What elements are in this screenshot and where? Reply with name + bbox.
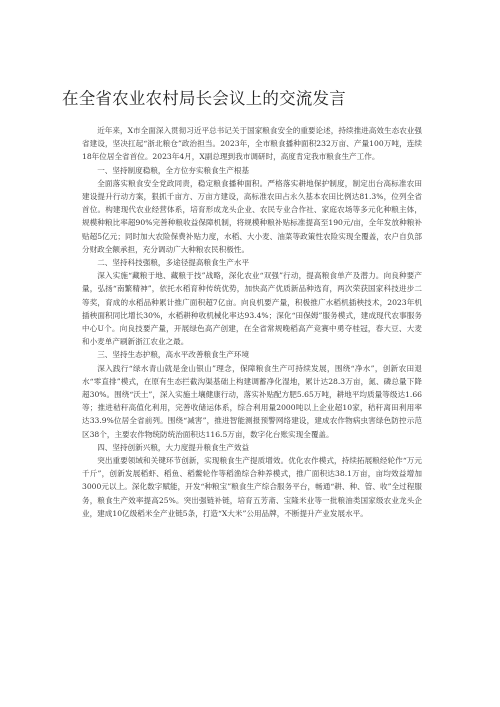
section-heading-3: 三、坚持生态护粮，高水平改善粮食生产环境 — [97, 350, 250, 360]
section-4-paragraph: 突出重要领域和关键环节创新，实现粮食生产提质增效。优化农作模式，持续拓展粮经轮作“万元千斤”，创新发展稻虾、稻鱼、稻鳖轮作等稻渔综合种养模式，推广面积达38.1万亩，亩均效益增加3000元以上。深化数字赋能，开发“种粮宝”粮食生产综合服务平台，畅通“耕、种、管、收”全过程服务，粮食生产效率提高25%。突出强链补链，培育五芳斋、宝隆米业等一批粮油类国家级农业龙头企业，建成10亿级稻米全产业链5条，打造“X大米”公用品牌，不断提升产业发展水平。 — [82, 456, 422, 518]
document-title: 在全省农业农村局长会议上的交流发言 — [62, 89, 346, 109]
section-heading-4: 四、坚持创新兴粮，大力度提升粮食生产效益 — [97, 442, 250, 452]
section-2-paragraph: 深入实施“藏粮于地、藏粮于技”战略，深化农业“双强”行动，提高粮食单产及潜力。向良种要产量，弘扬“南繁精神”，依托水稻育种传统优势，加快高产优质新品种选育，两次荣获国家科技进步二等奖，育成的水稻品种累计推广面积超7亿亩。向良机要产量，积极推广水稻机插秧技术，2023年机插秧面积同比增长30%，水稻耕种收机械化率达93.4%；深化“田保姆”服务模式，建成现代农事服务中心U个。向良技要产量，开展绿色高产创建，在全省常规晚稻高产竞赛中勇夺桂冠，春大豆、大麦和小麦单产刷新浙江农业之最。 — [82, 271, 422, 347]
section-3-paragraph: 深入践行“绿水青山就是金山银山”理念，保障粮食生产可持续发展，围绕“净水”，创新农田退水“零直排”模式，在原有生态拦截沟渠基础上构建调蓄净化湿地，累计达28.3万亩，氮、磷总量下降超30%。围绕“沃土”，深入实施土壤健康行动，落实补贴配方肥5.65万吨，耕地平均质量等级达1.66等；推进秸秆高值化利用，完善收储运体系，综合利用量2000吨以上企业超10家，秸秆离田利用率达33.9%位居全省前列。围绕“减害”，推进智能测报预警网络建设，建成农作物病虫害绿色防控示范区38个，主要农作物统防统治面积达116.5万亩，数字化台账实现全覆盖。 — [82, 363, 422, 439]
intro-paragraph: 近年来，X市全面深入贯彻习近平总书记关于国家粮食安全的重要论述，持续推进高效生态农业强省建设，坚决扛起“浙北粮仓”政治担当。2023年，全市粮食播种面积232万亩、产量100万吨，连续18年位居全省首位。2023年4月，X副总理到我市调研时，高度肯定我市粮食生产工作。 — [82, 126, 422, 162]
document-body — [82, 124, 422, 520]
section-1-paragraph: 全面落实粮食安全党政同责，稳定粮食播种面积。严格落实耕地保护制度，制定出台高标准农田建设提升行动方案，狠抓千亩方、万亩方建设，高标准农田占永久基本农田比例达81.3%，位列全省首位。构建现代农业经营体系，培育形成龙头企业、农民专业合作社、家庭农场等多元化种粮主体，规模种粮比率超90%完善种粮收益保障机制，将规模种粮补贴标准提高至190元/亩，全年发放种粮补贴超5亿元；同时加大农险保费补贴力度，水稻、大小麦、油菜等政策性农险实现全覆盖，农户自负部分财政全额承担，充分调动广大种粮农民积极性。 — [82, 178, 422, 254]
section-heading-1: 一、坚持制度稳粮，全方位夯实粮食生产根基 — [97, 165, 250, 175]
section-heading-2: 二、坚持科技强粮，多途径提高粮食生产水平 — [97, 258, 250, 268]
